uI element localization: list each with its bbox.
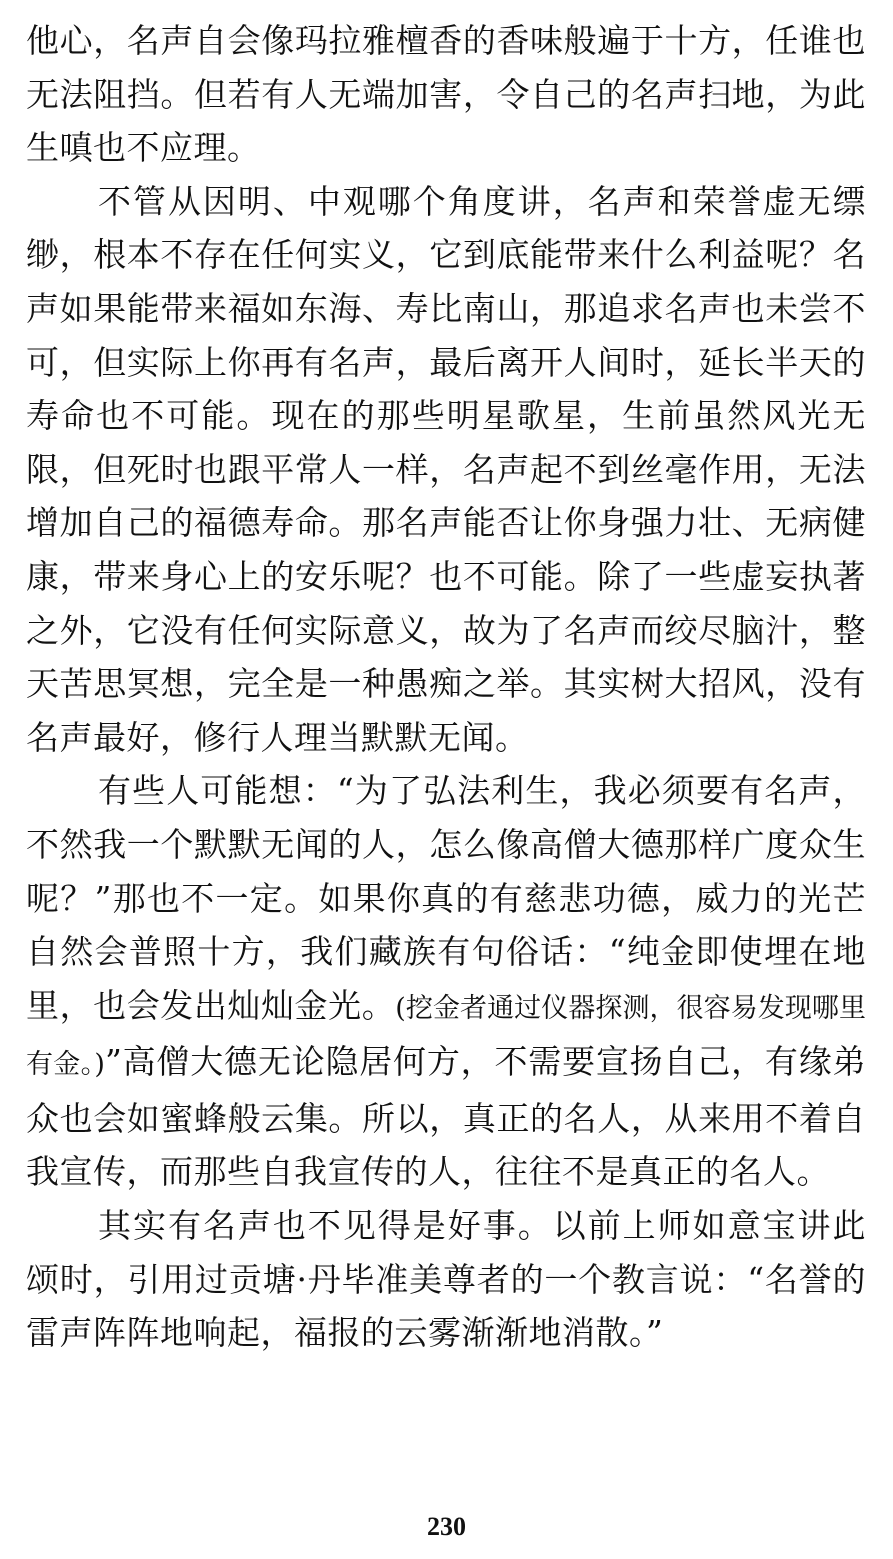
page-number: 230: [427, 1512, 466, 1541]
paragraph-3-text-after-note: ”高僧大德无论隐居何方，不需要宣扬自己，有缘弟众也会如蜜蜂般云集。所以，真正的名人，从来用不着自我宣传，而那些自我宣传的人，往往不是真正的名人。: [26, 1042, 866, 1192]
book-page: [26, 14, 866, 1360]
inline-note: (挖金者通过仪器探测，很容易发现哪里有金。): [26, 992, 867, 1081]
paragraph-3: [26, 764, 866, 1199]
paragraph-1: 他心，名声自会像玛拉雅檀香的香味般遍于十方，任谁也无法阻挡。但若有人无端加害，令自己的名声扫地，为此生嗔也不应理。: [26, 21, 866, 168]
paragraph-3-text-before-note: 有些人可能想：“为了弘法利生，我必须要有名声，不然我一个默默无闻的人，怎么像高僧大德那样广度众生呢？”那也不一定。如果你真的有慈悲功德，威力的光芒自然会普照十方，我们藏族有句俗话：“纯金即使埋在地里，也会发出灿灿金光。: [26, 771, 866, 1025]
paragraph-4: 其实有名声也不见得是好事。以前上师如意宝讲此颂时，引用过贡塘·丹毕准美尊者的一个教言说：“名誉的雷声阵阵地响起，福报的云雾渐渐地消散。”: [26, 1206, 866, 1353]
paragraph-2: 不管从因明、中观哪个角度讲，名声和荣誉虚无缥缈，根本不存在任何实义，它到底能带来什么利益呢？名声如果能带来福如东海、寿比南山，那追求名声也未尝不可，但实际上你再有名声，最后离开人间时，延长半天的寿命也不可能。现在的那些明星歌星，生前虽然风光无限，但死时也跟平常人一样，名声起不到丝毫作用，无法增加自己的福德寿命。那名声能否让你身强力壮、无病健康，带来身心上的安乐呢？也不可能。除了一些虚妄执著之外，它没有任何实际意义，故为了名声而绞尽脑汁，整天苦思冥想，完全是一种愚痴之举。其实树大招风，没有名声最好，修行人理当默默无闻。: [26, 181, 866, 757]
